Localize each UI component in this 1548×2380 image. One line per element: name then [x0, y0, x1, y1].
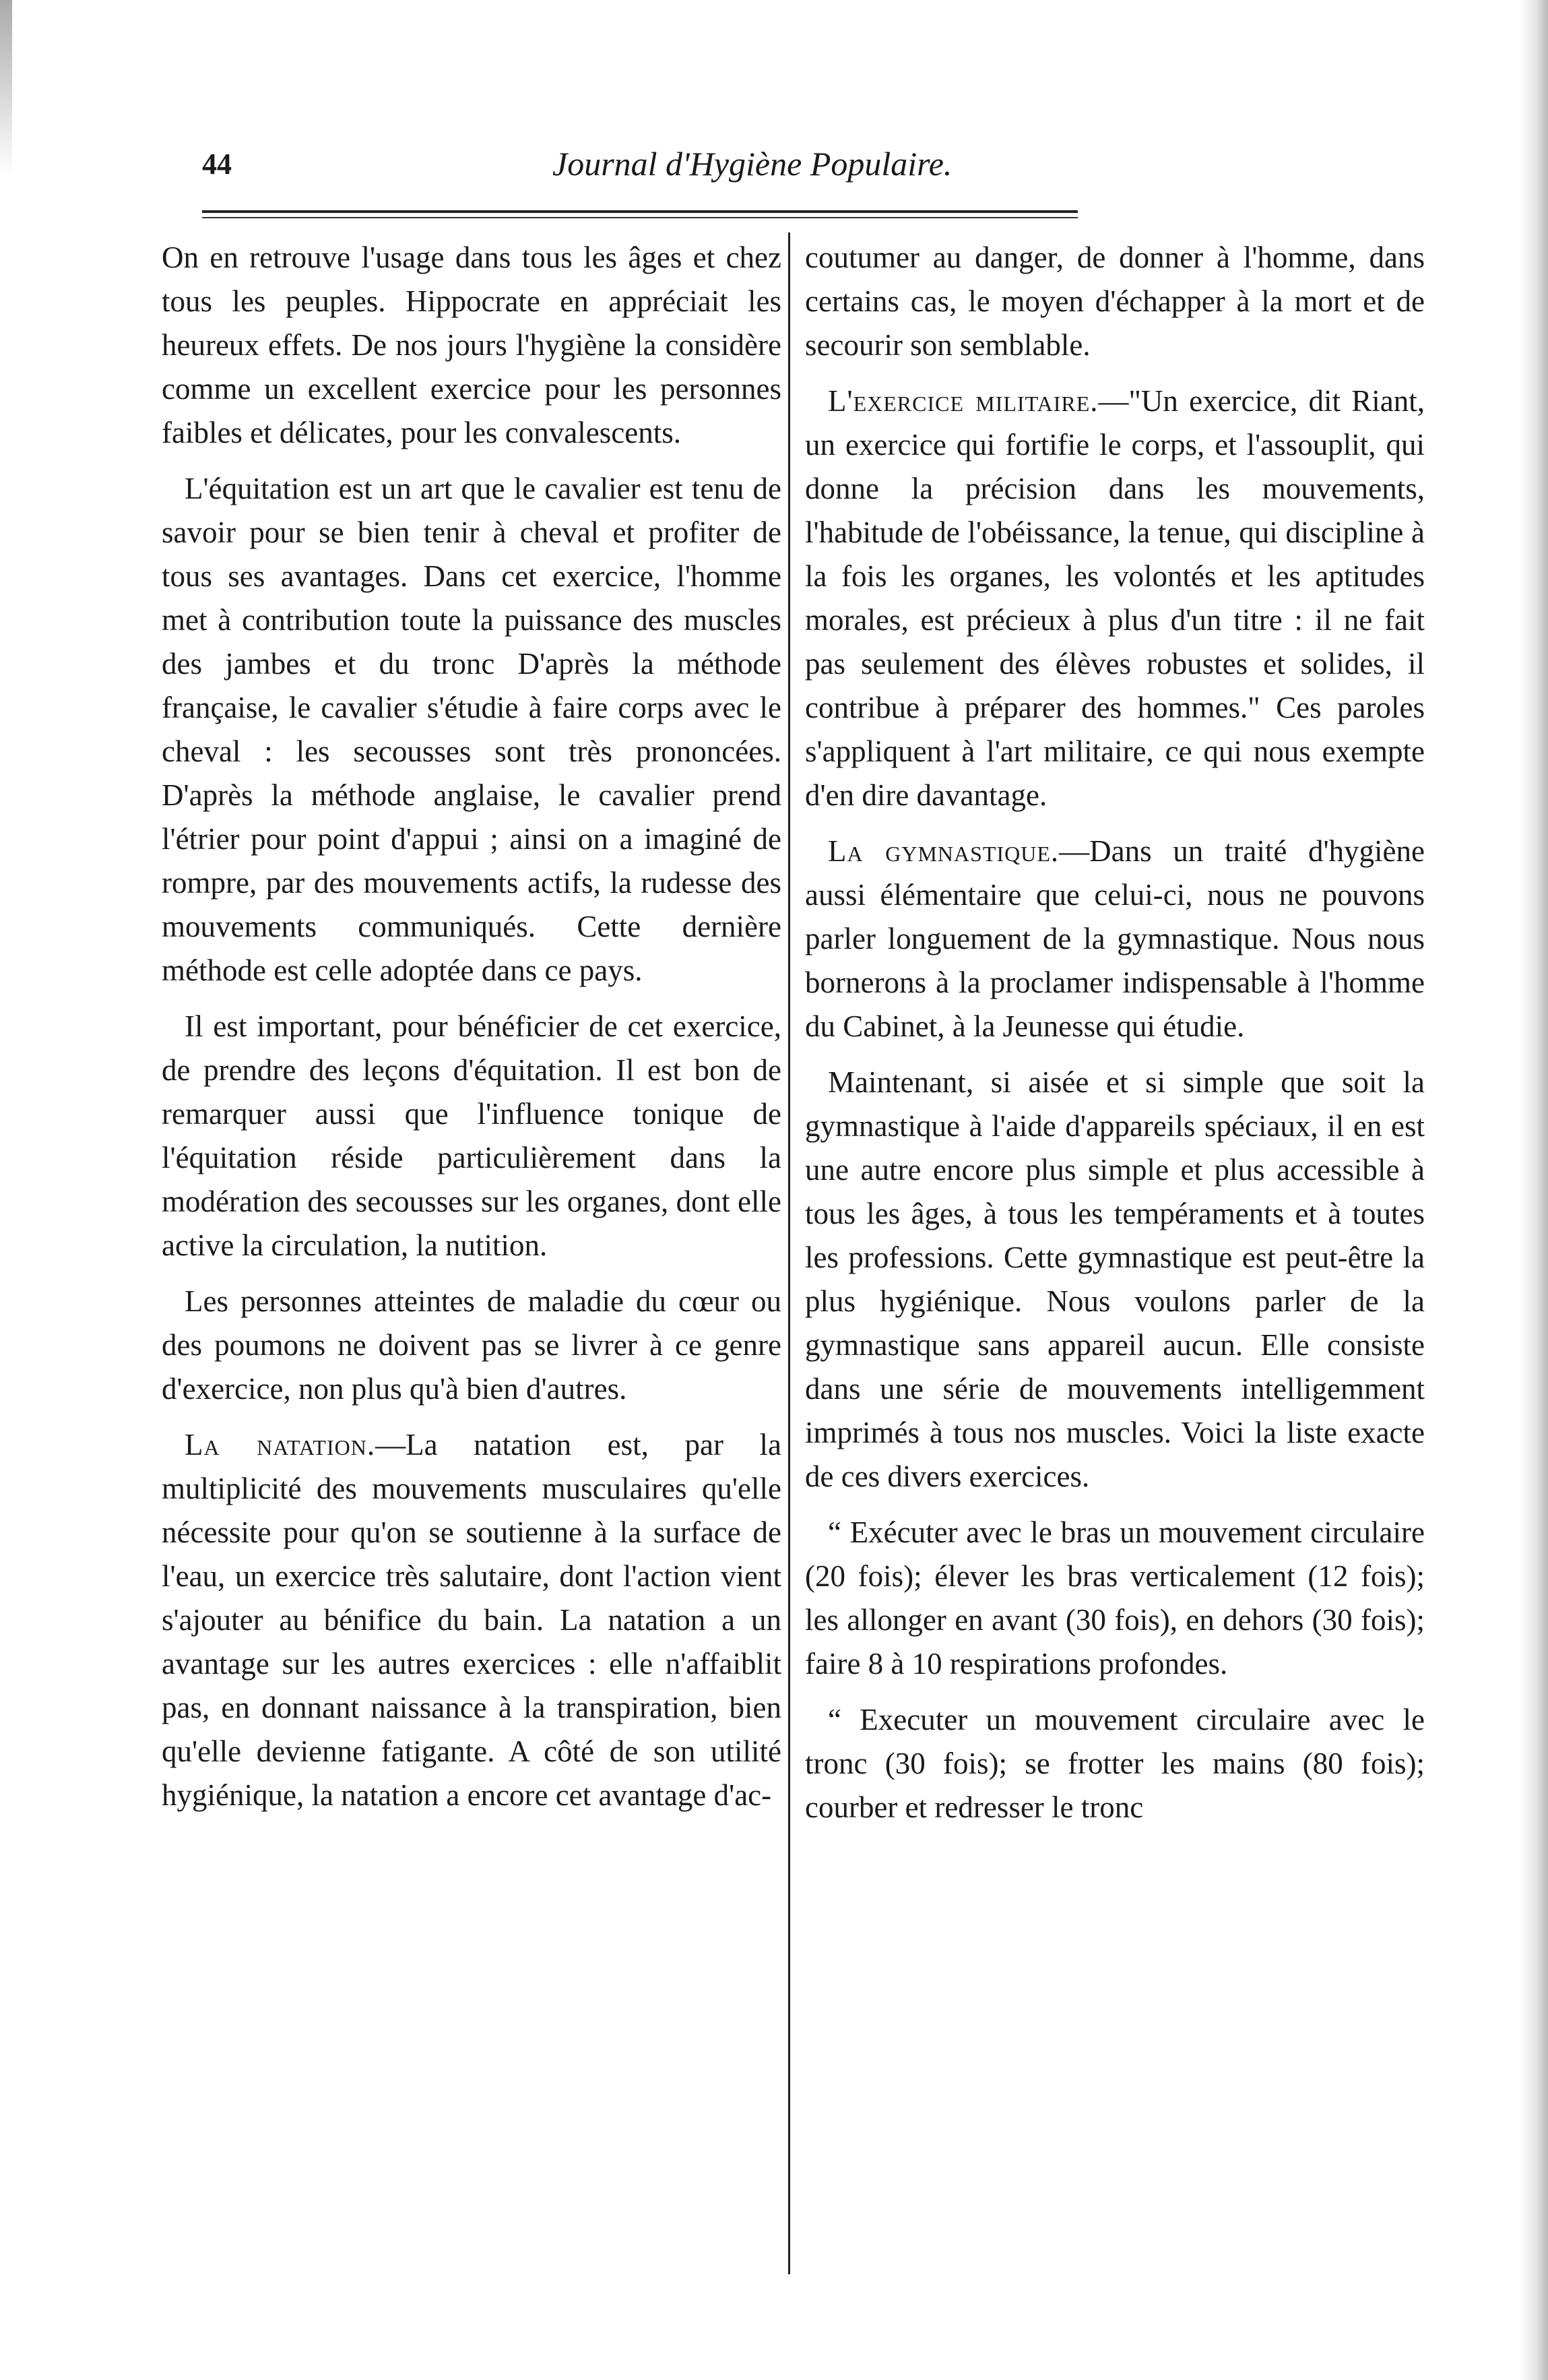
- running-title: Journal d'Hygiène Populaire.: [552, 145, 953, 183]
- right-column: [805, 236, 1425, 1842]
- section-heading-gymnastique: La gymnastique.: [828, 834, 1060, 868]
- section-heading-militaire: L'exercice militaire.: [828, 384, 1099, 418]
- militaire-text: —"Un exercice, dit Riant, un exercice qui fortifie le corps, et l'assouplit, qui donne la précision dans les mouvements, l'habitude de l'obéissance, la tenue, qui discipline à la fois les organes, les volontés et les aptitudes morales, est précieux à plus d'un titre : il ne fait pas seulement des élèves robustes et solides, il contribue à préparer des hommes." Ces paroles s'appliquent à l'art militaire, ce qui nous exempte d'en dire davantage.: [805, 384, 1425, 812]
- natation-text: —La natation est, par la multiplicité des mouvements musculaires qu'elle nécessite pour qu'on se soutienne à la surface de l'eau, un exercice très salutaire, dont l'action vient s'ajouter au bénifice du bain. La natation a un avantage sur les autres exercices : elle n'affaiblit pas, en donnant naissance à la transpiration, bien qu'elle devienne fatigante. A côté de son utilité hygiénique, la natation a encore cet avantage d'ac-: [162, 1428, 781, 1812]
- page-header: [202, 147, 1078, 194]
- header-rule: [202, 210, 1078, 213]
- left-column: [162, 236, 781, 1829]
- paragraph: Les personnes atteintes de maladie du cœur ou des poumons ne doivent pas se livrer à ce genre d'exercice, non plus qu'à bien d'autres.: [162, 1284, 781, 1406]
- column-divider: [788, 232, 790, 2274]
- natation-paragraph: [162, 1423, 781, 1817]
- paragraph: “ Executer un mouvement circulaire avec le tronc (30 fois); se frotter les mains (80 fois); courber et redresser le tronc: [805, 1703, 1425, 1824]
- paragraph: coutumer au danger, de donner à l'homme, dans certains cas, le moyen d'échapper à la mort et de secourir son semblable.: [805, 241, 1425, 362]
- scan-edge-right: [1520, 0, 1548, 2380]
- scan-edge-left: [0, 0, 12, 175]
- paragraph: On en retrouve l'usage dans tous les âges et chez tous les peuples. Hippocrate en appréciait les heureux effets. De nos jours l'hygiène la considère comme un excellent exercice pour les personnes faibles et délicates, pour les convalescents.: [162, 241, 781, 449]
- gymnastique-paragraph: [805, 829, 1425, 1048]
- paragraph: “ Exécuter avec le bras un mouvement circulaire (20 fois); élever les bras verticalement (12 fois); les allonger en avant (30 fois), en dehors (30 fois); faire 8 à 10 respirations profondes.: [805, 1515, 1425, 1681]
- section-heading-natation: La natation.: [185, 1428, 376, 1462]
- militaire-paragraph: [805, 379, 1425, 817]
- header-rule-thin: [202, 217, 1078, 218]
- paragraph: Il est important, pour bénéficier de cet exercice, de prendre des leçons d'équitation. Il est bon de remarquer aussi que l'influence tonique de l'équitation réside particulièrement dans la modération des secousses sur les organes, dont elle active la circulation, la nutition.: [162, 1009, 781, 1262]
- page-number: 44: [202, 148, 232, 181]
- gymnastique-text: —Dans un traité d'hygiène aussi élémentaire que celui-ci, nous ne pouvons parler longuement de la gymnastique. Nous nous bornerons à la proclamer indispensable à l'homme du Cabinet, à la Jeunesse qui étudie.: [805, 834, 1425, 1043]
- paragraph: L'équitation est un art que le cavalier est tenu de savoir pour se bien tenir à cheval et profiter de tous ses avantages. Dans cet exercice, l'homme met à contribution toute la puissance des muscles des jambes et du tronc D'après la méthode française, le cavalier s'étudie à faire corps avec le cheval : les secousses sont très prononcées. D'après la méthode anglaise, le cavalier prend l'étrier pour point d'appui ; ainsi on a imaginé de rompre, par des mouvements actifs, la rudesse des mouvements communiqués. Cette dernière méthode est celle adoptée dans ce pays.: [162, 472, 781, 987]
- paragraph: Maintenant, si aisée et si simple que soit la gymnastique à l'aide d'appareils spéciaux, il en est une autre encore plus simple et plus accessible à tous les âges, à tous les tempéraments et à toutes les professions. Cette gymnastique est peut-être la plus hygiénique. Nous voulons parler de la gymnastique sans appareil aucun. Elle consiste dans une série de mouvements intelligemment imprimés à tous nos muscles. Voici la liste exacte de ces divers exercices.: [805, 1065, 1425, 1493]
